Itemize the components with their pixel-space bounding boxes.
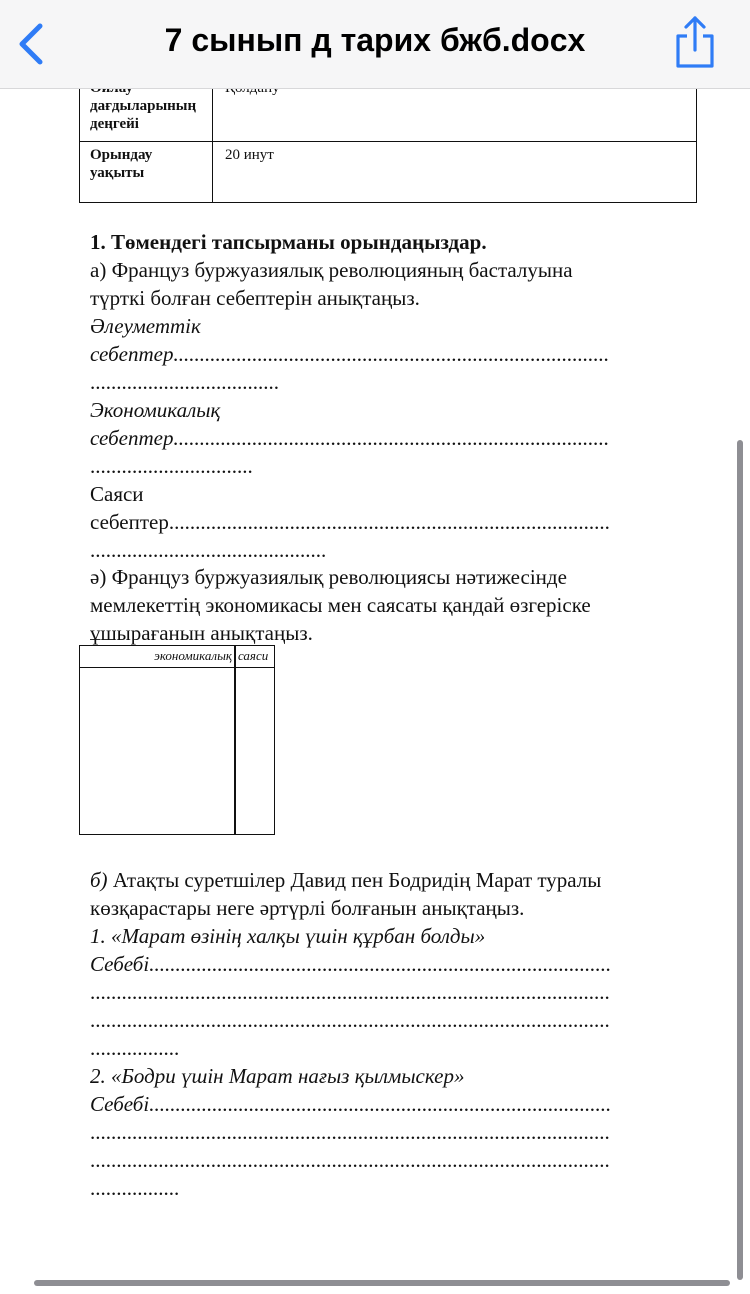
- duration-label: Орындау уақыты: [80, 142, 213, 203]
- horizontal-scrollbar[interactable]: [34, 1280, 730, 1286]
- answer-table-divider: [234, 646, 236, 834]
- thinking-level-label: дағдыларының деңгейі: [80, 77, 213, 142]
- economic-answer-line: себептер...................................................................................: [90, 426, 610, 450]
- quote-2: 2. «Бодри үшін Марат нағыз қылмыскер»: [90, 1064, 465, 1088]
- quote-1-reason-line-2: ...................................................................................................: [90, 980, 610, 1004]
- share-icon: [672, 14, 718, 72]
- task-a-line1: а) Француз буржуазиялық революцияның басталуына: [90, 258, 573, 282]
- navigation-bar: [0, 0, 750, 89]
- info-table: [79, 76, 697, 203]
- political-answer-line: себептер....................................................................................: [90, 510, 610, 534]
- duration-value: 20 инут: [213, 142, 697, 203]
- quote-2-reason-line-4: .................: [90, 1176, 180, 1200]
- chevron-left-icon: [14, 20, 50, 68]
- task-heading: 1. Төмендегі тапсырманы орындаңыздар.: [90, 230, 487, 254]
- quote-2-reason-line: Себебі........................................................................................: [90, 1092, 612, 1116]
- economic-label: Экономикалық: [90, 398, 221, 422]
- task-a-line2: түрткі болған себептерін анықтаңыз.: [90, 286, 420, 310]
- quote-1-reason-line-3: ...................................................................................................: [90, 1008, 610, 1032]
- social-answer-line: себептер...................................................................................: [90, 342, 610, 366]
- task-b-line1: ә) Француз буржуазиялық революциясы нәтижесінде: [90, 565, 567, 589]
- column-header-political: саяси: [238, 648, 269, 663]
- quote-1-reason-line: Себебі........................................................................................: [90, 952, 612, 976]
- vertical-scrollbar[interactable]: [737, 440, 743, 1280]
- quote-1-reason-line-4: .................: [90, 1036, 180, 1060]
- document-title: 7 сынып д тарих бжб.docx: [164, 22, 586, 58]
- quote-2-reason-line-3: ...................................................................................................: [90, 1148, 610, 1172]
- table-row: [80, 142, 697, 203]
- task-c-line1: [90, 866, 700, 894]
- political-answer-line-2: .............................................: [90, 538, 327, 562]
- task-b-line2: мемлекеттің экономикасы мен саясаты қандай өзгеріске: [90, 593, 591, 617]
- political-label: Саяси: [90, 482, 144, 506]
- answer-table: [79, 645, 275, 835]
- quote-1: 1. «Марат өзінің халқы үшін құрбан болды»: [90, 924, 486, 948]
- back-button[interactable]: [14, 20, 50, 68]
- task-c-prefix: б): [90, 868, 108, 892]
- task-c-text: Атақты суретшілер Давид пен Бодридің Марат туралы: [107, 868, 602, 892]
- task-b-line3: ұшырағанын анықтаңыз.: [90, 621, 313, 645]
- social-label: Әлеуметтік: [90, 314, 201, 338]
- quote-2-reason-line-2: ...................................................................................................: [90, 1120, 610, 1144]
- share-button[interactable]: [672, 14, 718, 72]
- economic-answer-line-2: ...............................: [90, 454, 253, 478]
- social-answer-line-2: ....................................: [90, 370, 279, 394]
- task-c-line2: көзқарастары неге әртүрлі болғанын анықтаңыз.: [90, 896, 525, 920]
- column-header-economic: экономикалық: [154, 648, 232, 663]
